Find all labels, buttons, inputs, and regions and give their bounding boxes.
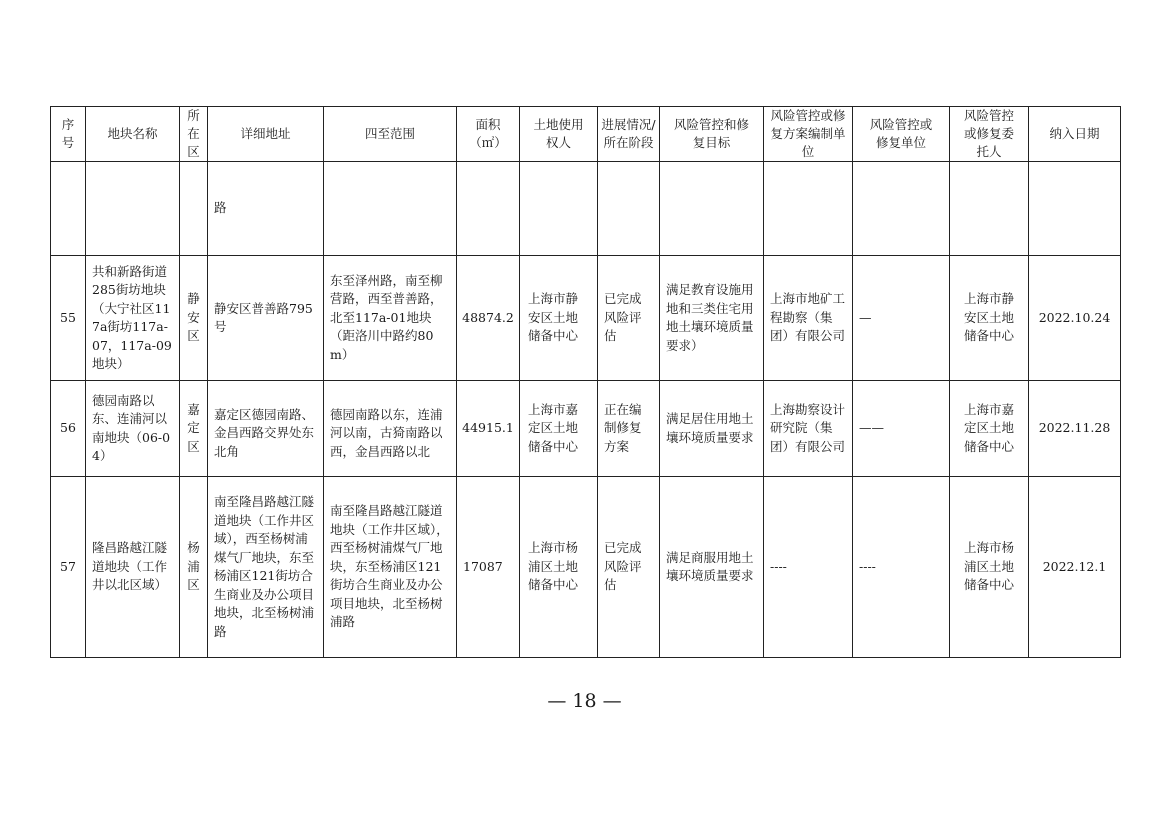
plan-unit: 上海勘察设计研究院（集团）有限公司 xyxy=(764,381,853,477)
row-no: 56 xyxy=(51,381,86,477)
row-no: 55 xyxy=(51,256,86,381)
header-target: 风险管控和修复目标 xyxy=(660,107,764,162)
boundary: 东至泽州路，南至柳营路，西至普善路，北至117a-01地块（距洛川中路约80 m） xyxy=(324,256,457,381)
stage: 已完成风险评估 xyxy=(598,477,660,658)
stage: 已完成风险评估 xyxy=(598,256,660,381)
address: 嘉定区德园南路、金昌西路交界处东北角 xyxy=(208,381,324,477)
exec-unit: — xyxy=(853,256,950,381)
target: 满足居住用地土壤环境质量要求 xyxy=(660,381,764,477)
header-address: 详细地址 xyxy=(208,107,324,162)
client: 上海市静安区土地储备中心 xyxy=(950,256,1029,381)
district: 杨浦区 xyxy=(180,477,208,658)
target: 满足教育设施用地和三类住宅用地土壤环境质量要求） xyxy=(660,256,764,381)
header-boundary: 四至范围 xyxy=(324,107,457,162)
table-row xyxy=(51,256,1121,381)
district: 静安区 xyxy=(180,256,208,381)
plan-unit: 上海市地矿工程勘察（集团）有限公司 xyxy=(764,256,853,381)
header-date: 纳入日期 xyxy=(1029,107,1121,162)
header-client: 风险管控或修复委托人 xyxy=(950,107,1029,162)
header-owner: 土地使用权人 xyxy=(520,107,598,162)
target: 满足商服用地土壤环境质量要求 xyxy=(660,477,764,658)
remediation-sites-table xyxy=(50,106,1121,658)
table-header-row xyxy=(51,107,1121,162)
header-site-name: 地块名称 xyxy=(86,107,180,162)
owner: 上海市静安区土地储备中心 xyxy=(520,256,598,381)
address: 南至隆昌路越江隧道地块（工作井区域），西至杨树浦煤气厂地块，东至杨浦区121街坊合生商业及办公项目地块，北至杨树浦路 xyxy=(208,477,324,658)
client: 上海市杨浦区土地储备中心 xyxy=(950,477,1029,658)
owner: 上海市嘉定区土地储备中心 xyxy=(520,381,598,477)
date: 2022.12.1 xyxy=(1029,477,1121,658)
header-district: 所在区 xyxy=(180,107,208,162)
site-name: 隆昌路越江隧道地块（工作井以北区域） xyxy=(86,477,180,658)
header-plan-unit: 风险管控或修复方案编制单位 xyxy=(764,107,853,162)
plan-unit: ---- xyxy=(764,477,853,658)
area: 17087 xyxy=(457,477,520,658)
client: 上海市嘉定区土地储备中心 xyxy=(950,381,1029,477)
table-row xyxy=(51,477,1121,658)
exec-unit: —— xyxy=(853,381,950,477)
header-exec-unit: 风险管控或修复单位 xyxy=(853,107,950,162)
address-continuation: 路 xyxy=(208,162,324,256)
header-stage: 进展情况/所在阶段 xyxy=(598,107,660,162)
boundary: 德园南路以东，连浦河以南，古猗南路以西，金昌西路以北 xyxy=(324,381,457,477)
date: 2022.10.24 xyxy=(1029,256,1121,381)
header-area: 面积（㎡） xyxy=(457,107,520,162)
date: 2022.11.28 xyxy=(1029,381,1121,477)
table-row xyxy=(51,381,1121,477)
area: 48874.2 xyxy=(457,256,520,381)
owner: 上海市杨浦区土地储备中心 xyxy=(520,477,598,658)
area: 44915.1 xyxy=(457,381,520,477)
exec-unit: ---- xyxy=(853,477,950,658)
table-row-continuation xyxy=(51,162,1121,256)
stage: 正在编制修复方案 xyxy=(598,381,660,477)
district: 嘉定区 xyxy=(180,381,208,477)
row-no: 57 xyxy=(51,477,86,658)
address: 静安区普善路795号 xyxy=(208,256,324,381)
site-name: 德园南路以东、连浦河以南地块（06-04） xyxy=(86,381,180,477)
site-name: 共和新路街道285街坊地块（大宁社区117a街坊117a-07，117a-09地块） xyxy=(86,256,180,381)
boundary: 南至隆昌路越江隧道地块（工作井区域），西至杨树浦煤气厂地块，东至杨浦区121街坊合生商业及办公项目地块，北至杨树浦路 xyxy=(324,477,457,658)
page-number: — 18 — xyxy=(547,690,622,712)
header-no: 序号 xyxy=(51,107,86,162)
